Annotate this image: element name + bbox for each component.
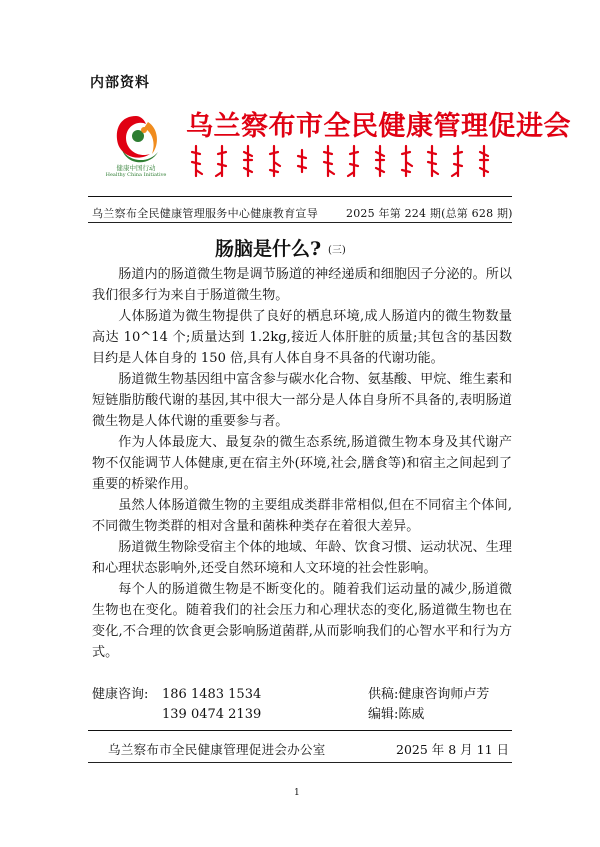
article-title: 肠脑是什么? <box>215 238 322 260</box>
credits-block <box>368 685 489 725</box>
paragraph: 虽然人体肠道微生物的主要组成类群非常相似,但在不同宿主个体间,不同微生物类群的相对含量和菌株种类存在着很大差异。 <box>92 498 512 534</box>
phone-number-2: 139 0474 2139 <box>162 707 262 722</box>
subheader-divider <box>88 222 512 223</box>
publish-date: 2025 年 8 月 11 日 <box>396 742 510 757</box>
article-body <box>92 264 512 663</box>
contributor: 供稿:健康咨询师卢芳 <box>368 687 490 702</box>
editor: 编辑:陈威 <box>368 707 425 722</box>
internal-material-label: 内部资料 <box>90 75 150 91</box>
logo-caption: 健康中国行动 <box>116 164 156 172</box>
issue-number: 2025 年第 224 期(总第 628 期) <box>346 207 513 220</box>
mongolian-script-title <box>188 142 498 182</box>
header-divider <box>88 196 512 197</box>
phone-number-1: 186 1483 1534 <box>162 687 262 702</box>
paragraph: 作为人体最庞大、最复杂的微生态系统,肠道微生物本身及其代谢产物不仅能调节人体健康,更在宿主外(环境,社会,膳食等)和宿主之间起到了重要的桥梁作用。 <box>92 435 512 492</box>
footer-divider-top <box>88 730 512 731</box>
contact-label: 健康咨询: <box>92 687 149 702</box>
organization-title: 乌兰察布市全民健康管理促进会 <box>186 111 571 142</box>
page-number: 1 <box>294 788 300 798</box>
health-china-logo <box>108 110 164 172</box>
paragraph: 肠道微生物除受宿主个体的地域、年龄、饮食习惯、运动状况、生理和心理状态影响外,还受自然环境和人文环境的社会性影响。 <box>92 540 512 576</box>
publisher-line: 乌兰察布全民健康管理服务中心健康教育宣导 <box>92 207 318 220</box>
paragraph: 每个人的肠道微生物是不断变化的。随着我们运动量的减少,肠道微生物也在变化。随着我们的社会压力和心理状态的变化,肠道微生物也在变化,不合理的饮食更会影响肠道菌群,从而影响我们的心智水平和行为方式。 <box>92 582 512 660</box>
logo-caption-en: Healthy China Initiative <box>105 172 167 178</box>
article-part-number: (三) <box>328 245 346 256</box>
paragraph: 肠道微生物基因组中富含参与碳水化合物、氨基酸、甲烷、维生素和短链脂肪酸代谢的基因,其中很大一部分是人体自身所不具备的,表明肠道微生物是人体代谢的重要参与者。 <box>92 372 512 429</box>
paragraph: 肠道内的肠道微生物是调节肠道的神经递质和细胞因子分泌的。所以我们很多行为来自于肠道微生物。 <box>92 267 512 303</box>
footer-divider-bottom <box>88 762 512 763</box>
contact-block <box>92 685 261 725</box>
office-name: 乌兰察布市全民健康管理促进会办公室 <box>108 742 326 757</box>
paragraph: 人体肠道为微生物提供了良好的栖息环境,成人肠道内的微生物数量高达 10^14 个;质量达到 1.2kg,接近人体肝脏的质量;其包含的基因数目约是人体自身的 150 倍,具有人体自身不具备的代谢功能。 <box>92 309 512 366</box>
